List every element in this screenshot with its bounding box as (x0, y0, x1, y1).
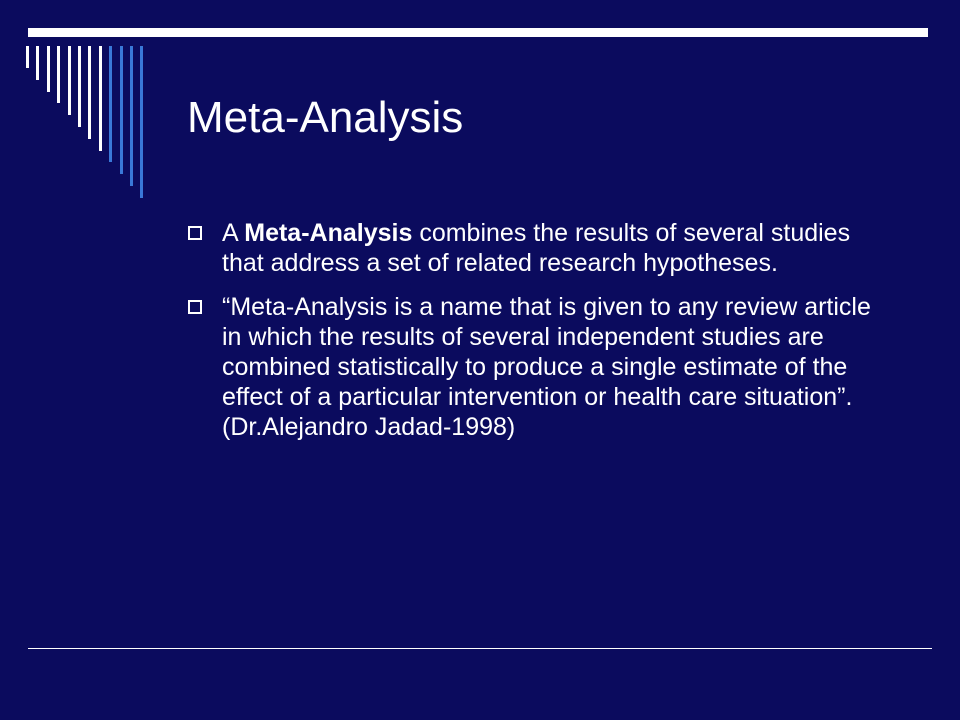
top-rule (28, 28, 928, 37)
stripe (88, 46, 91, 139)
hollow-square-icon (188, 226, 202, 240)
bullet-text-part: A (222, 219, 245, 247)
bullet-item-1 (186, 218, 886, 278)
stripe (57, 46, 60, 103)
stripe (130, 46, 133, 186)
stripe (68, 46, 71, 115)
stripe (78, 46, 81, 127)
stripe (140, 46, 143, 198)
bullet-text (222, 292, 886, 442)
stripe (26, 46, 29, 68)
bullet-text-bold: Meta-Analysis (244, 219, 413, 247)
bullet-text-part: combines the results of several studies that address a set of related research hypotheses. (222, 219, 851, 277)
stripe (99, 46, 102, 151)
bottom-rule (28, 648, 932, 649)
bullet-item-2 (186, 292, 886, 442)
stripe (109, 46, 112, 162)
stripe (120, 46, 123, 174)
stripe (36, 46, 39, 80)
stripe (47, 46, 50, 92)
bullet-text-part: “Meta-Analysis is a name that is given to any review article in which the results of several independent studies are combined statistically to produce a single estimate of the effect of a particular intervention or health care situation”.(Dr.Alejandro Jadad-1998) (222, 293, 871, 441)
bullet-list (186, 218, 886, 456)
bullet-text (222, 218, 886, 278)
hollow-square-icon (188, 300, 202, 314)
slide-title: Meta-Analysis (187, 93, 464, 142)
